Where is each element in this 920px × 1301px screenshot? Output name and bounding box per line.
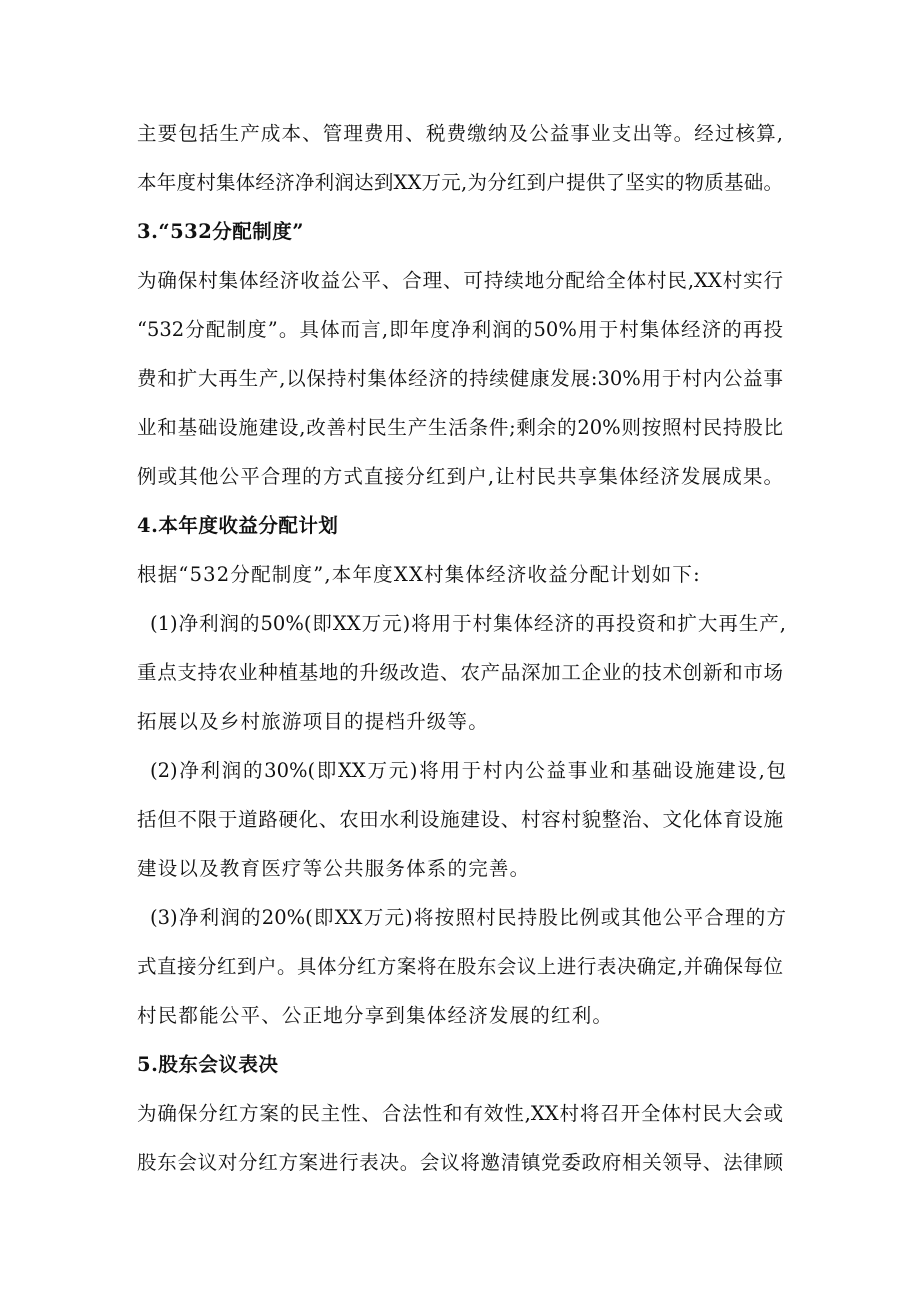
section-heading-4: 4.本年度收益分配计划 xyxy=(137,514,339,537)
body-line: 为确保村集体经济收益公平、合理、可持续地分配给全体村民,XX村实行 xyxy=(137,269,783,292)
body-line: 股东会议对分红方案进行表决。会议将邀清镇党委政府相关领导、法律顾 xyxy=(137,1151,783,1174)
body-line: 根据“532分配制度”,本年度XX村集体经济收益分配计划如下: xyxy=(137,563,701,586)
list-item-1-line: (1)净利润的50%(即XX万元)将用于村集体经济的再投资和扩大再生产, xyxy=(150,612,786,635)
body-line: 例或其他公平合理的方式直接分红到户,让村民共享集体经济发展成果。 xyxy=(137,465,783,488)
body-line: 本年度村集体经济净利润达到XX万元,为分红到户提供了坚实的物质基础。 xyxy=(137,171,783,194)
list-item-2-line: 括但不限于道路硬化、农田水利设施建设、村容村貌整治、文化体育设施 xyxy=(137,808,783,831)
list-item-2-line: 建设以及教育医疗等公共服务体系的完善。 xyxy=(137,857,531,880)
section-heading-3: 3.“532分配制度” xyxy=(137,220,304,243)
body-line: 业和基础设施建设,改善村民生产生活条件;剩余的20%则按照村民持股比 xyxy=(137,416,783,439)
section-heading-5: 5.股东会议表决 xyxy=(137,1053,279,1076)
list-item-3-line: 式直接分红到户。具体分红方案将在股东会议上进行表决确定,并确保每位 xyxy=(137,955,783,978)
list-item-2-line: (2)净利润的30%(即XX万元)将用于村内公益事业和基础设施建设,包 xyxy=(150,759,786,782)
body-line: 费和扩大再生产,以保持村集体经济的持续健康发展:30%用于村内公益事 xyxy=(137,367,783,390)
body-line: 为确保分红方案的民主性、合法性和有效性,XX村将召开全体村民大会或 xyxy=(137,1102,783,1125)
list-item-1-line: 拓展以及乡村旅游项目的提档升级等。 xyxy=(137,710,489,733)
body-line: 主要包括生产成本、管理费用、税费缴纳及公益事业支出等。经过核算, xyxy=(137,122,783,145)
body-line: “532分配制度”。具体而言,即年度净利润的50%用于村集体经济的再投 xyxy=(137,318,783,341)
list-item-1-line: 重点支持农业种植基地的升级改造、农产品深加工企业的技术创新和市场 xyxy=(137,661,783,684)
list-item-3-line: (3)净利润的20%(即XX万元)将按照村民持股比例或其他公平合理的方 xyxy=(150,906,786,929)
list-item-3-line: 村民都能公平、公正地分享到集体经济发展的红利。 xyxy=(137,1004,614,1027)
